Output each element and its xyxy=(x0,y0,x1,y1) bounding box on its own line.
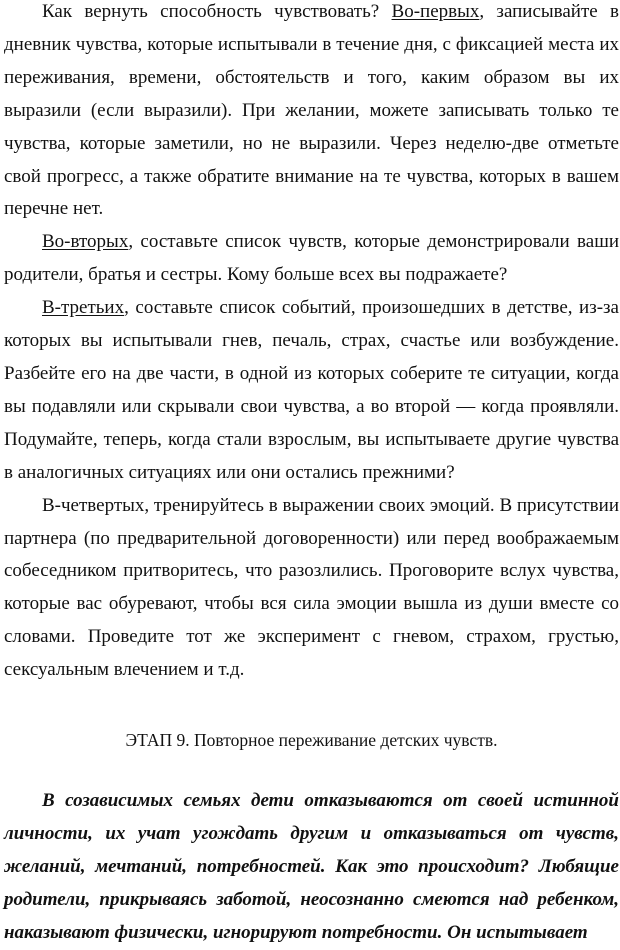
paragraph-first xyxy=(4,0,619,226)
paragraph-body: , записывайте в дневник чувства, которые испытывали в течение дня, с фиксацией места их переживания, времени, обстоятельств и того, каким образом вы их выразили (если выразили). При желании, можете записывать только те чувства, которые заметили, но не выразили. Через неделю-две отметьте свой прогресс, а также обратите внимание на те чувства, которых в вашем перечне нет. xyxy=(4,1,619,220)
paragraph-fourth xyxy=(4,490,619,687)
document-page xyxy=(4,0,619,943)
underlined-marker-first: Во-первых xyxy=(391,1,480,22)
underlined-marker-second: Во-вторых xyxy=(42,231,129,253)
paragraph-body: , составьте список событий, произошедших в детстве, из-за которых вы испытывали гнев, печаль, страх, счастье или возбуждение. Разбейте его на две части, в одной из которых соберите те ситуации, когда вы подавляли или скрывали свои чувства, а во второй — когда проявляли. Подумайте, теперь, когда стали взрослым, вы испытываете другие чувства в аналогичных ситуациях или они остались прежними? xyxy=(4,297,619,483)
italic-bold-paragraph: В созависимых семьях дети отказываются от своей истинной личности, их учат угождать другим и отказываться от чувств, желаний, мечтаний, потребностей. Как это происходит? Любящие родители, прикрываясь заботой, неосознанно смеются над ребенком, наказывают физически, игнорируют потребности. Он испытывает xyxy=(4,790,619,943)
underlined-marker-third: В-третьих xyxy=(42,297,125,319)
paragraph-body: В-четвертых, тренируйтесь в выражении своих эмоций. В присутствии партнера (по предварительной договоренности) или перед воображаемым собеседником притворитесь, что разозлились. Проговорите вслух чувства, которые вас обуревают, чтобы вся сила эмоции вышла из души вместе со словами. Проведите тот же эксперимент с гневом, страхом, грустью, сексуальным влечением и т.д. xyxy=(4,494,619,681)
section-heading: ЭТАП 9. Повторное переживание детских чувств. xyxy=(125,730,498,750)
paragraph-lead: Как вернуть способность чувствовать? xyxy=(42,1,392,22)
paragraph-body: , составьте список чувств, которые демонстрировали ваши родители, братья и сестры. Кому больше всех вы подражаете? xyxy=(4,231,619,286)
paragraph-second xyxy=(4,226,619,292)
paragraph-third xyxy=(4,292,619,489)
